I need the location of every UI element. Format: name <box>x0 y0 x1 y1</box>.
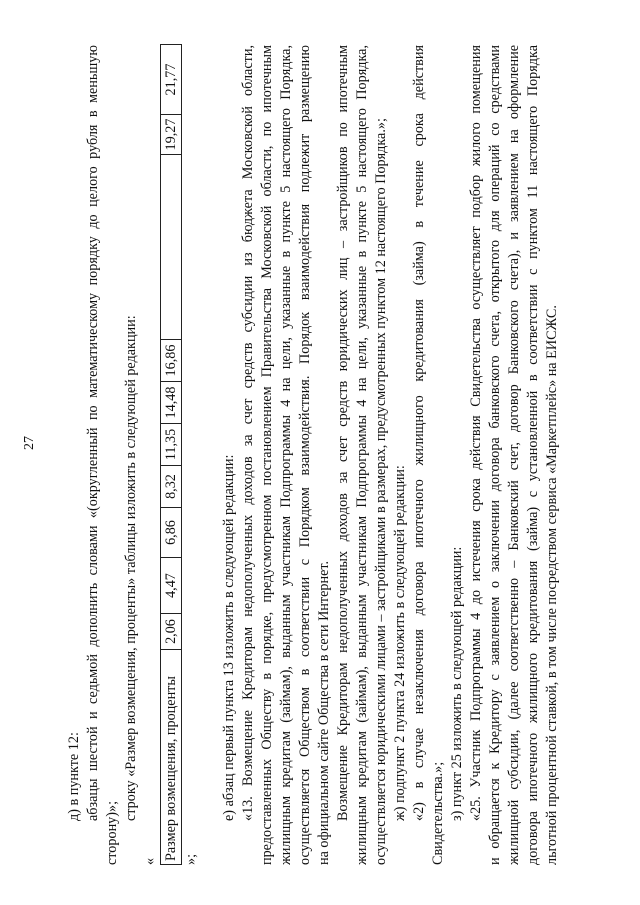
table-cell: 2,06 <box>161 614 182 650</box>
paragraph-13b-line: Возмещение Кредиторам недополученных доходов за счет средств юридических лиц – застройщиков по ипотечным <box>335 45 351 821</box>
paragraph-25-line: договора ипотечного жилищного кредитования (займа) с установленной в соответствии с пунктом 11 настоящего Порядка <box>525 45 541 865</box>
paragraph-13b-line: жилищным кредитам (займам), выданным участникам Подпрограммы 4 на цели, указанные в пункте 5 настоящего Порядка, <box>354 45 370 865</box>
rates-table <box>160 44 182 865</box>
paragraph-13b-line: осуществляется юридическими лицами – застройщиками в размерах, предусмотренных пунктом 12 настоящего Порядка.»; <box>373 118 389 865</box>
item-d-text-line: сторону)»; <box>104 800 120 865</box>
paragraph-13-line: на официальном сайте Общества в сети Интернет. <box>316 560 332 865</box>
paragraph-24-line: Свидетельства.»; <box>430 761 446 865</box>
paragraph-13-line: жилищным кредитам (займам), выданным участникам Подпрограммы 4 на цели, указанные в пункте 5 настоящего Порядка, <box>278 45 294 865</box>
paragraph-25-line: жилищной субсидии, (далее соответственно – Банковский счет, договор Банковского счета), и заявлением на оформление <box>506 45 522 865</box>
table-cell: 8,32 <box>161 466 182 508</box>
paragraph-13-line: осуществляется Обществом в соответствии с Порядком взаимодействия. Порядок взаимодействия подлежит размещению <box>297 45 313 865</box>
table-cell: 11,35 <box>161 424 182 466</box>
paragraph-25-line: льготной процентной ставкой, в том числе посредством сервиса «Маркетплейс» на ЕИСЖС. <box>544 305 560 865</box>
item-zh-heading: ж) подпункт 2 пункта 24 изложить в следующей редакции: <box>392 465 408 821</box>
table-row-label: Размер возмещения, проценты <box>161 650 182 865</box>
table-cell: 14,48 <box>161 382 182 424</box>
paragraph-24-line: «2) в случае незаключения договора ипотечного жилищного кредитования (займа) в течение срока действия <box>411 45 427 821</box>
table-cell: 4,47 <box>161 558 182 614</box>
table-cell: 19,27 <box>161 115 182 155</box>
table-row <box>161 45 182 865</box>
paragraph-25-line: и обращается к Кредитору с заявлением о заключении договора банковского счета, открытого для операций со средствами <box>487 45 503 865</box>
quote-open: « <box>142 857 158 865</box>
quote-close: »; <box>183 853 199 865</box>
page-number: 27 <box>22 436 37 450</box>
table-cell: 6,86 <box>161 508 182 558</box>
paragraph-13-line: предоставленных Обществу в порядке, предусмотренном постановлением Правительства Московской области, по ипотечным <box>259 45 275 865</box>
table-cell: 21,77 <box>161 45 182 115</box>
item-d-text-line: абзацы шестой и седьмой дополнить словами «(округленный по математическому порядку до целого рубля в меньшую <box>85 45 101 821</box>
item-d-table-intro: строку «Размер возмещения, проценты» таблицы изложить в следующей редакции: <box>123 315 139 821</box>
item-z-heading: з) пункт 25 изложить в следующей редакции: <box>449 546 465 821</box>
paragraph-25-line: «25. Участник Подпрограммы 4 до истечения срока действия Свидетельства осуществляет подбор жилого помещения <box>468 45 484 821</box>
rotated-page-content <box>30 45 620 865</box>
item-e-heading: е) абзац первый пункта 13 изложить в следующей редакции: <box>221 454 237 821</box>
table-cell <box>161 155 182 340</box>
table-cell: 16,86 <box>161 340 182 382</box>
document-body <box>65 45 562 865</box>
item-d-heading: д) в пункте 12: <box>66 732 82 821</box>
paragraph-13-line: «13. Возмещение Кредиторам недополученных доходов за счет средств субсидии из бюджета Московской области, <box>240 45 256 821</box>
